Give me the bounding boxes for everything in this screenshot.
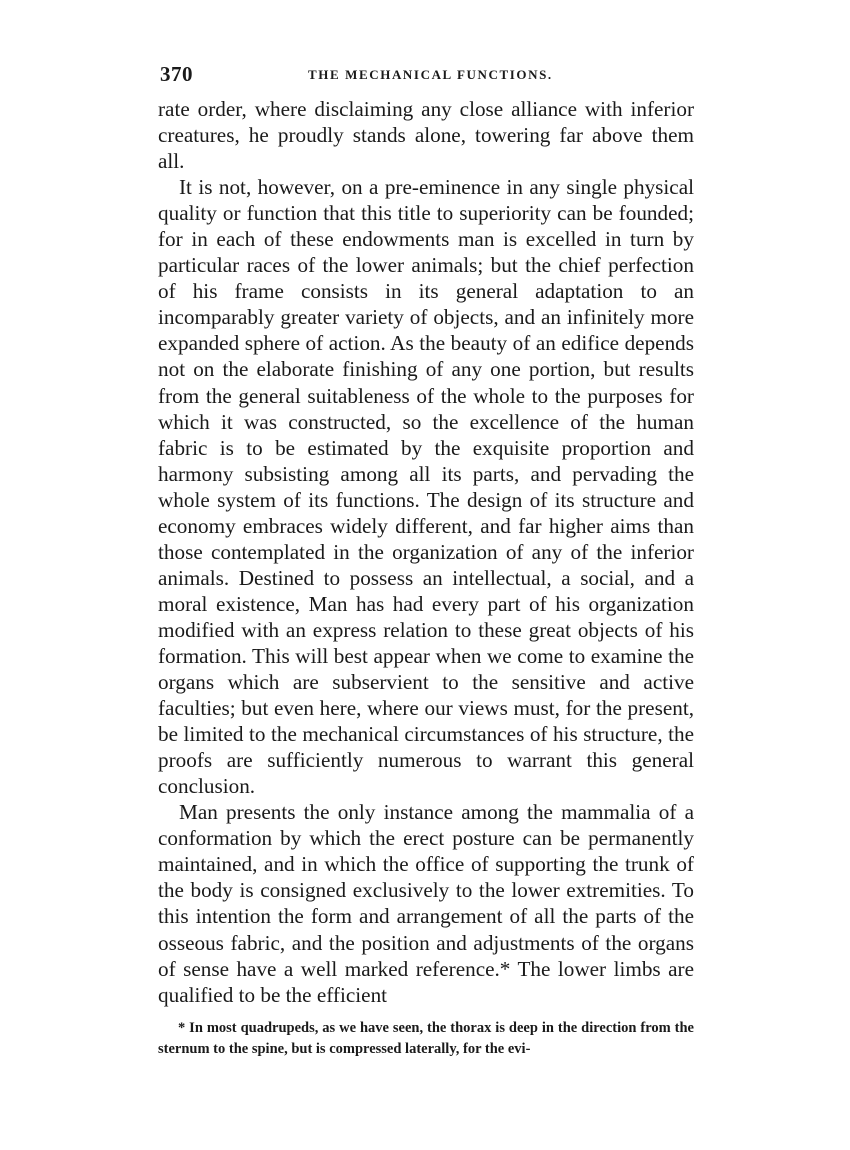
paragraph-continuation: rate order, where disclaiming any close alliance with inferior creatures, he proudly stands alone, towering far above them all. bbox=[158, 97, 694, 174]
running-head bbox=[158, 62, 694, 96]
page-number: 370 bbox=[160, 62, 193, 86]
paragraph-erect-posture: Man presents the only instance among the mammalia of a conformation by which the erect posture can be permanently maintained, and in which the office of supporting the trunk of the body is consigned exclusively to the lower extremities. To this intention the form and arrangement of all the parts of the osseous fabric, and the position and adjustments of the organs of sense have a well marked reference.* The lower limbs are qualified to be the efficient bbox=[158, 800, 694, 1007]
paragraph-pre-eminence: It is not, however, on a pre-eminence in any single physical quality or function that this title to superiority can be founded; for in each of these endowments man is excelled in turn by particular races of the lower animals; but the chief perfection of his frame consists in its general adaptation to an incomparably greater variety of objects, and an infinitely more expanded sphere of action. As the beauty of an edifice depends not on the elaborate finishing of any one portion, but results from the general suitableness of the whole to the purposes for which it was constructed, so the excellence of the human fabric is to be estimated by the exquisite proportion and harmony subsisting among all its parts, and pervading the whole system of its functions. The design of its structure and economy embraces widely different, and far higher aims than those contemplated in the organization of any of the inferior animals. Destined to possess an intellectual, a social, and a moral existence, Man has had every part of his organization modified with an express relation to these great objects of his formation. This will best appear when we come to examine the organs which are subservient to the sensitive and active faculties; but even here, where our views must, for the present, be limited to the mechanical circumstances of his structure, the proofs are sufficiently numerous to warrant this general conclusion. bbox=[158, 175, 694, 799]
book-page bbox=[158, 62, 694, 1060]
footnote: * In most quadrupeds, as we have seen, the thorax is deep in the direction from the sternum to the spine, but is compressed laterally, for the evi- bbox=[158, 1019, 694, 1057]
running-title: THE MECHANICAL FUNCTIONS. bbox=[308, 67, 553, 82]
body-text bbox=[158, 96, 694, 1008]
